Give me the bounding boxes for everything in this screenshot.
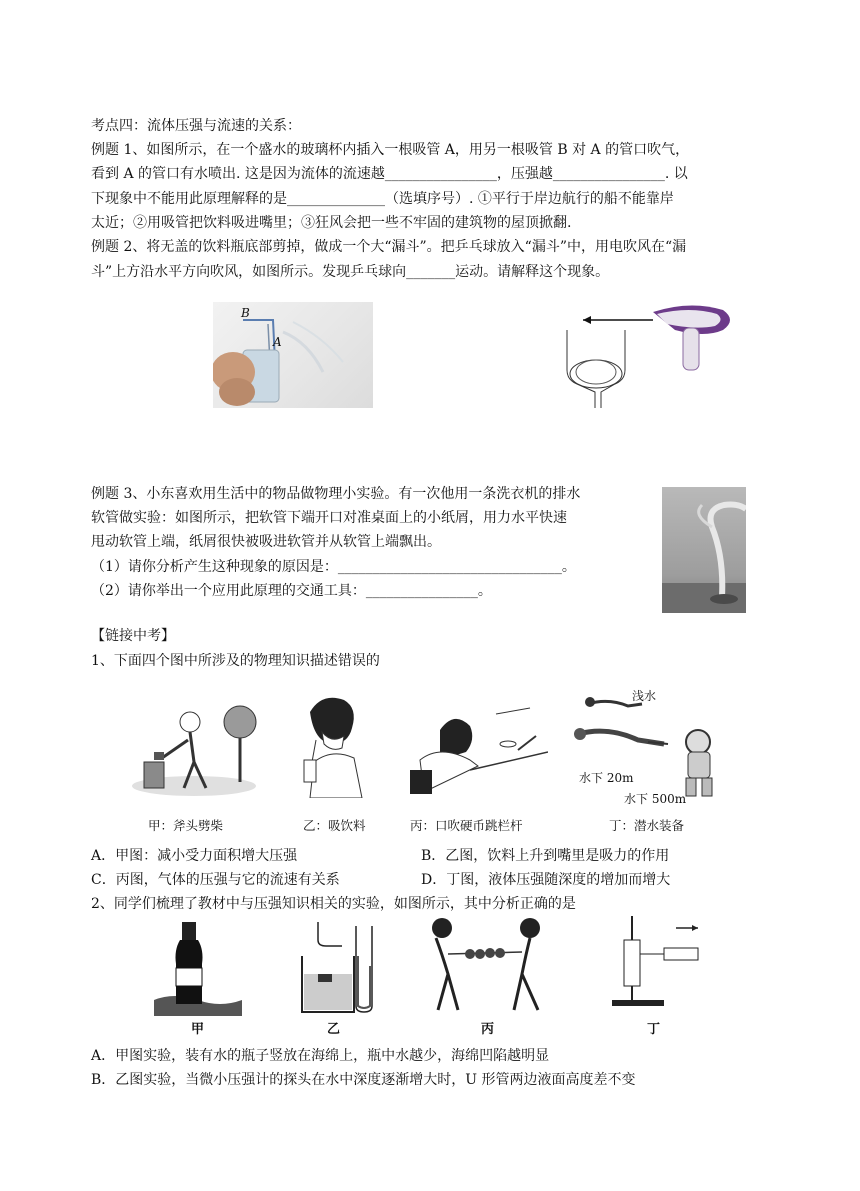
example3-question2: （2）请你举出一个应用此原理的交通工具：________________。	[91, 583, 492, 599]
axe-chopping-figure	[128, 702, 260, 798]
syringe-stand-figure	[608, 914, 708, 1014]
pressure-gauge-figure	[292, 916, 380, 1016]
coin-blowing-figure	[400, 700, 548, 798]
example2-line2: 斗”上方沿水平方向吹风，如图所示。发现乒乓球向_______运动。请解释这个现象。	[91, 264, 610, 280]
q2-option-b: B．乙图实验，当微小压强计的探头在水中深度逐渐增大时，U 形管两边液面高度差不变	[91, 1072, 636, 1088]
example1-line4: 太近；②用吸管把饮料吸进嘴里；③狂风会把一些不牢固的建筑物的屋顶掀翻.	[91, 215, 572, 231]
fig-label-jia: 甲	[191, 1022, 205, 1037]
section-heading: 考点四：流体压强与流速的关系：	[91, 118, 301, 134]
q1-option-d: D．丁图，液体压强随深度的增加而增大	[421, 872, 671, 888]
fig-label-bing: 丙	[481, 1022, 495, 1037]
hose-photo	[662, 487, 746, 613]
caption-yi: 乙：吸饮料	[303, 818, 366, 833]
example2-line1: 例题 2、将无盖的饮料瓶底部剪掉，做成一个大“漏斗”。把乒乓球放入“漏斗”中，用电吹风在“漏	[91, 239, 687, 255]
bottle-sponge-figure	[154, 916, 242, 1016]
caption-ding: 丁：潜水装备	[609, 818, 685, 833]
depth-500m-label: 水下 500m	[624, 792, 687, 806]
caption-jia: 甲：斧头劈柴	[148, 818, 224, 833]
q1-option-c: C．丙图，气体的压强与它的流速有关系	[91, 872, 340, 888]
fig-label-ding: 丁	[647, 1022, 661, 1037]
straw-glass-photo	[213, 302, 373, 408]
q1-option-b: B．乙图，饮料上升到嘴里是吸力的作用	[421, 848, 670, 864]
example3-question1: （1）请你分析产生这种现象的原因是：________________________________。	[91, 559, 576, 575]
caption-bing: 丙：口吹硬币跳栏杆	[410, 818, 523, 833]
shallow-water-label: 浅水	[632, 689, 657, 703]
drinking-straw-figure	[292, 692, 372, 798]
funnel-dryer-figure	[555, 300, 745, 410]
link-heading: 【链接中考】	[91, 628, 175, 644]
example1-line1: 例题 1、如图所示，在一个盛水的玻璃杯内插入一根吸管 A，用另一根吸管 B 对 A 的管口吹气，	[91, 142, 690, 158]
fig-label-yi: 乙	[327, 1022, 341, 1037]
straw-label-a: A	[273, 335, 282, 349]
q2-stem: 2、同学们梳理了教材中与压强知识相关的实验，如图所示，其中分析正确的是	[91, 896, 576, 912]
example3-line3: 甩动软管上端，纸屑很快被吸进软管并从软管上端飘出。	[91, 534, 441, 550]
example1-line3: 下现象中不能用此原理解释的是______________（选填序号）. ①平行于岸边航行的船不能靠岸	[91, 191, 674, 207]
straw-label-b: B	[241, 306, 250, 320]
q2-option-a: A．甲图实验，装有水的瓶子竖放在海绵上，瓶中水越少，海绵凹陷越明显	[91, 1048, 550, 1064]
q1-option-a: A．甲图：减小受力面积增大压强	[91, 848, 298, 864]
hemisphere-pull-figure	[418, 914, 558, 1018]
example3-line1: 例题 3、小东喜欢用生活中的物品做物理小实验。有一次他用一条洗衣机的排水	[91, 486, 581, 502]
example1-line2: 看到 A 的管口有水喷出. 这是因为流体的流速越________________，压强越________________. 以	[91, 166, 688, 182]
example3-line2: 软管做实验：如图所示，把软管下端开口对准桌面上的小纸屑，用力水平快速	[91, 510, 567, 526]
q1-stem: 1、下面四个图中所涉及的物理知识描述错误的	[91, 653, 380, 669]
depth-20m-label: 水下 20m	[579, 771, 634, 785]
